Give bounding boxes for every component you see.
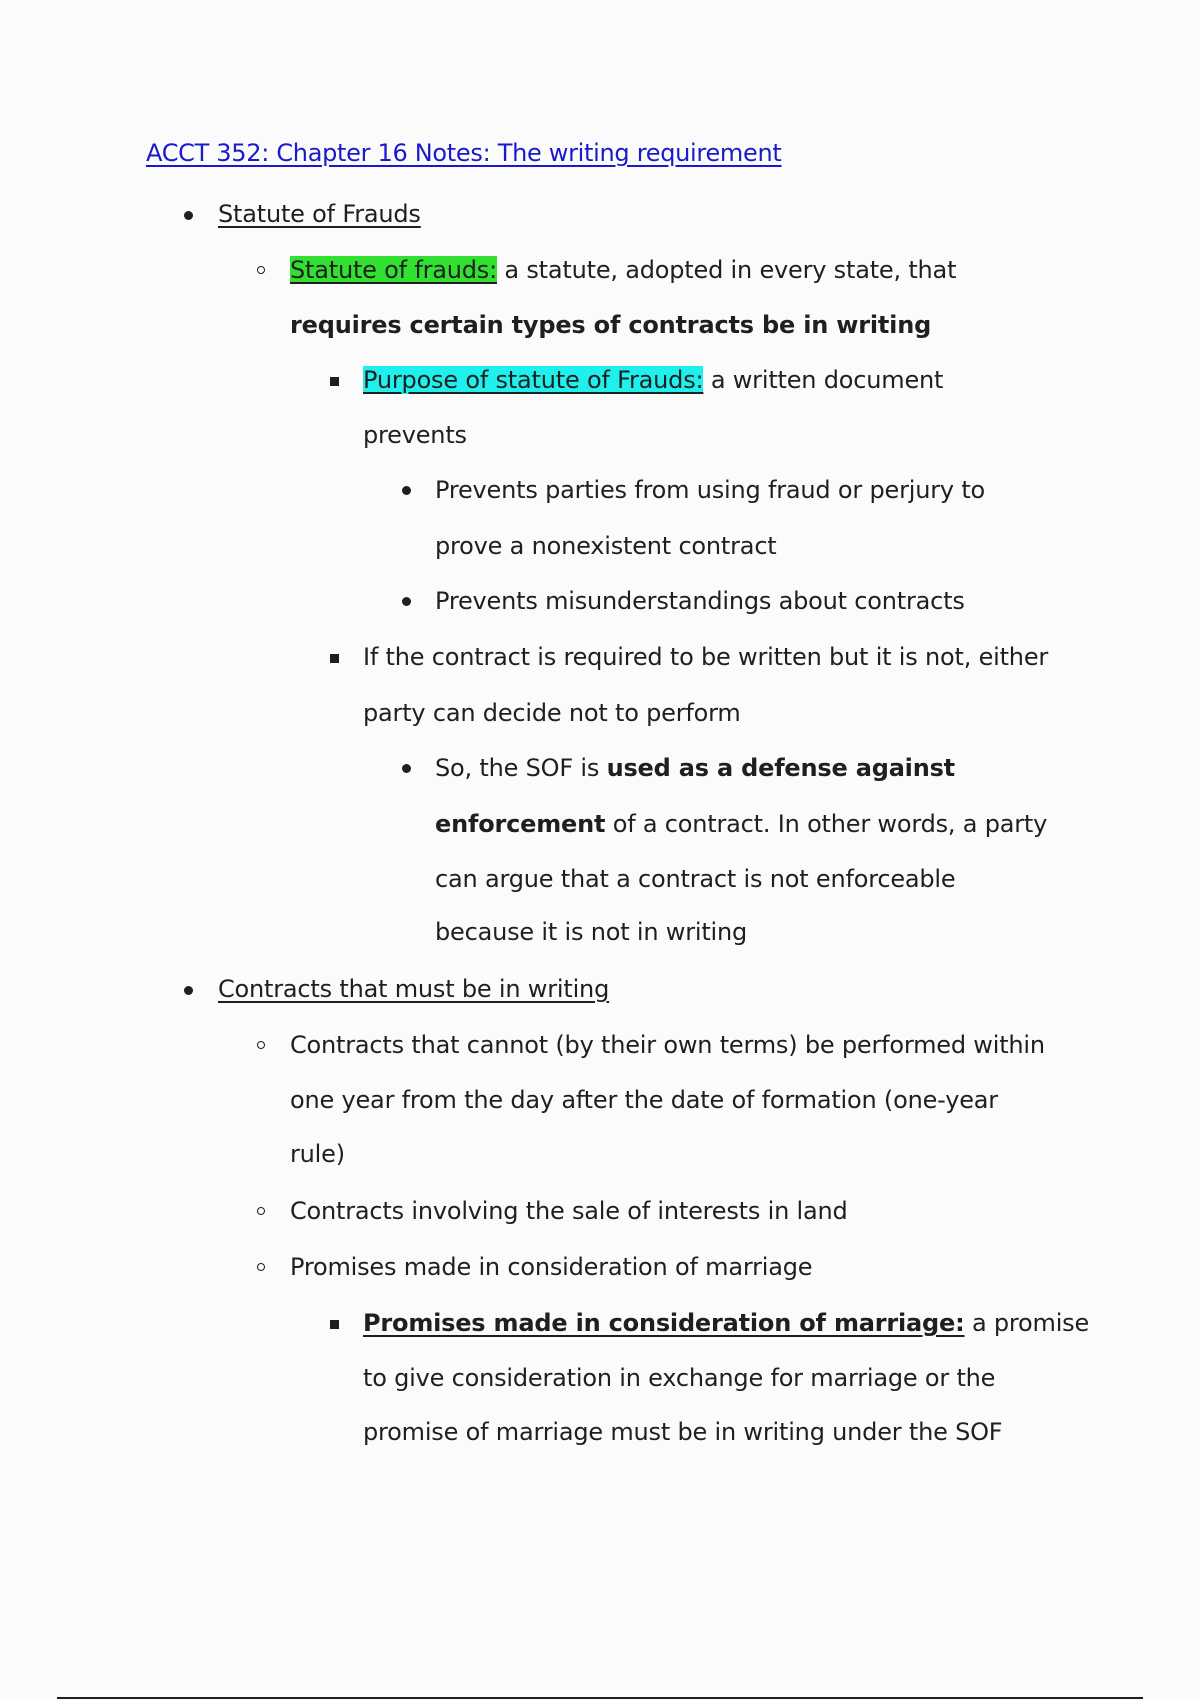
not-written-line-2: party can decide not to perform — [363, 699, 741, 727]
bullet-disc — [396, 474, 416, 495]
bullet-circle — [251, 1195, 271, 1215]
bullet-disc — [396, 752, 416, 773]
bullet-square — [324, 1308, 344, 1329]
purpose-line-1 — [363, 364, 943, 396]
marriage-def-text: a promise — [964, 1309, 1090, 1337]
sof-definition-line-2: requires certain types of contracts be in writing — [290, 311, 932, 339]
one-year-line-3: rule) — [290, 1140, 345, 1168]
one-year-line-2: one year from the day after the date of formation (one-year — [290, 1086, 998, 1114]
sof-definition-line-1 — [290, 254, 956, 286]
bullet-circle — [251, 1251, 271, 1271]
not-written-line-1: If the contract is required to be written but it is not, either — [363, 643, 1049, 671]
bullet-disc — [178, 199, 198, 220]
bullet-square — [324, 365, 344, 386]
purpose-line-2: prevents — [363, 421, 467, 449]
purpose-term-highlight: Purpose of statute of Frauds: — [363, 366, 704, 394]
defense-bold-text: enforcement — [435, 810, 606, 838]
defense-line-4: because it is not in writing — [435, 918, 748, 946]
defense-line-3: can argue that a contract is not enforceable — [435, 865, 956, 893]
defense-line-2 — [435, 808, 1047, 840]
bullet-disc — [178, 974, 198, 995]
prevents-item-1-line-1: Prevents parties from using fraud or perjury to — [435, 476, 986, 504]
marriage-def-line-2: to give consideration in exchange for marriage or the — [363, 1364, 996, 1392]
prevents-item-2: Prevents misunderstandings about contracts — [435, 587, 965, 615]
prevents-item-1-line-2: prove a nonexistent contract — [435, 532, 777, 560]
heading-contracts-in-writing: Contracts that must be in writing — [218, 975, 610, 1003]
bullet-circle — [251, 1029, 271, 1049]
bullet-disc — [396, 585, 416, 606]
land-item: Contracts involving the sale of interests in land — [290, 1197, 848, 1225]
marriage-def-line-3: promise of marriage must be in writing under the SOF — [363, 1418, 1003, 1446]
defense-text: So, the SOF is — [435, 754, 607, 782]
defense-text: of a contract. In other words, a party — [605, 810, 1048, 838]
marriage-item: Promises made in consideration of marriage — [290, 1253, 813, 1281]
bullet-circle — [251, 254, 271, 274]
defense-line-1 — [435, 752, 955, 784]
purpose-def-text: a written document — [703, 366, 944, 394]
defense-bold-text: used as a defense against — [606, 754, 955, 782]
heading-statute-of-frauds: Statute of Frauds — [218, 200, 421, 228]
marriage-term: Promises made in consideration of marriage: — [363, 1309, 965, 1337]
bullet-square — [324, 642, 344, 663]
document-title[interactable]: ACCT 352: Chapter 16 Notes: The writing requirement — [146, 139, 782, 167]
one-year-line-1: Contracts that cannot (by their own terms) be performed within — [290, 1031, 1045, 1059]
footer-divider — [57, 1697, 1143, 1699]
marriage-def-line-1 — [363, 1307, 1089, 1339]
sof-def-text: a statute, adopted in every state, that — [497, 256, 957, 284]
sof-term-highlight: Statute of frauds: — [290, 256, 497, 284]
